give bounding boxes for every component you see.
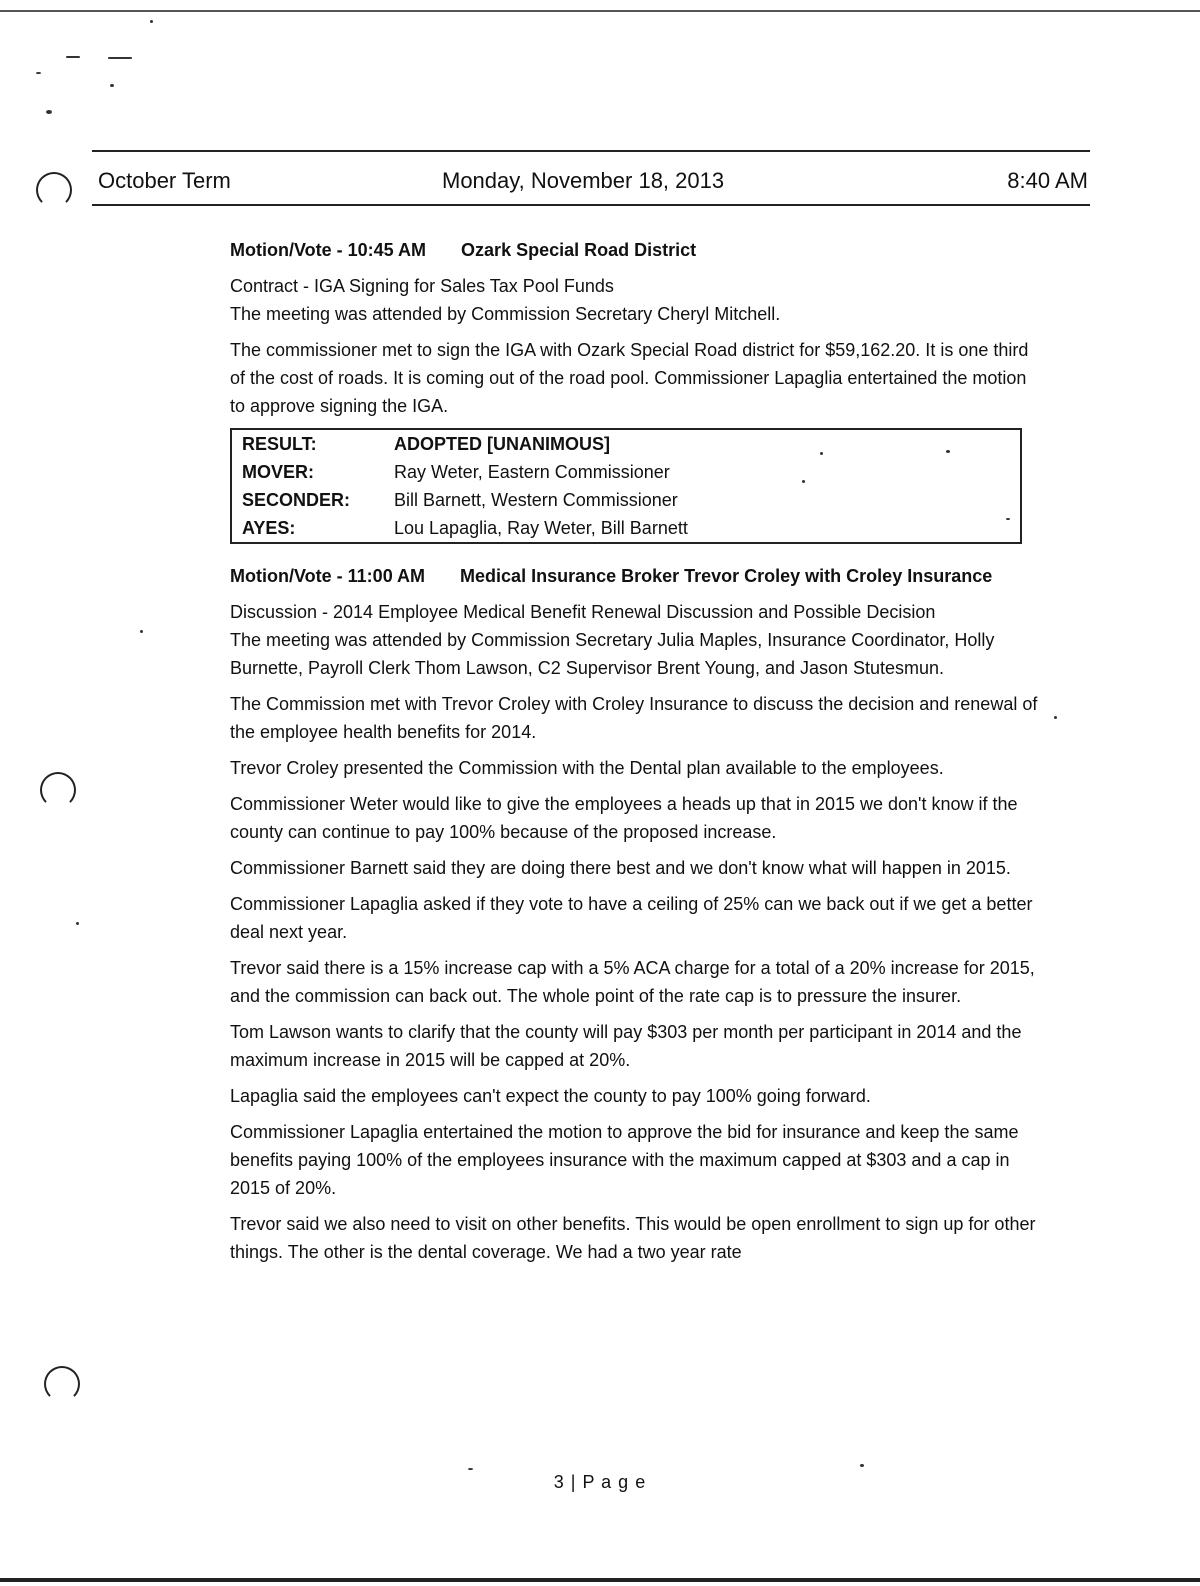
scan-speck [108,57,132,59]
vote-row [231,514,1021,543]
minutes-paragraph: Commissioner Lapaglia entertained the motion to approve the bid for insurance and keep the same benefits paying 100% of the employees insurance with the maximum capped at $303 and a cap in 2015 of 20%. [230,1122,1019,1198]
page-number: 3 | P a g e [553,1472,647,1492]
minutes-paragraph: Lapaglia said the employees can't expect the county to pay 100% going forward. [230,1086,871,1106]
motion-heading-2 [230,562,1040,590]
vote-key: SECONDER: [242,490,351,510]
minutes-paragraph: Trevor said there is a 15% increase cap with a 5% ACA charge for a total of a 20% increase for 2015, and the commission can back out. The whole point of the rate cap is to pressure the insurer. [230,958,1035,1006]
vote-value: ADOPTED [UNANIMOUS] [394,434,610,454]
page-bottom-edge [0,1578,1200,1582]
contract-line: Contract - IGA Signing for Sales Tax Pool Funds [230,276,614,296]
vote-key: MOVER: [242,462,314,482]
page-header [92,150,1090,206]
header-date: Monday, November 18, 2013 [442,168,725,193]
page-top-edge [0,10,1200,12]
motion-heading-1 [230,236,1040,264]
vote-row [231,458,1021,486]
minutes-paragraph: Trevor said we also need to visit on other benefits. This would be open enrollment to sign up for other things. The other is the dental coverage. We had a two year rate [230,1214,1036,1262]
header-term: October Term [98,168,231,193]
minutes-paragraph: Trevor Croley presented the Commission with the Dental plan available to the employees. [230,758,944,778]
punch-hole-icon [44,1366,80,1402]
scan-speck [76,922,79,925]
vote-key: AYES: [242,518,296,538]
minutes-paragraph: The Commission met with Trevor Croley with Croley Insurance to discuss the decision and renewal of the employee health benefits for 2014. [230,694,1038,742]
motion-body: The commissioner met to sign the IGA with Ozark Special Road district for $59,162.20. It is one third of the cost of roads. It is coming out of the road pool. Commissioner Lapaglia entertained the motion to approve signing the IGA. [230,340,1029,416]
scan-speck [36,72,41,74]
scan-speck [66,56,80,58]
vote-result-table [230,428,1022,544]
scan-speck [468,1468,473,1470]
motion-time: 10:45 AM [347,240,427,260]
motion-title: Ozark Special Road District [461,240,697,260]
vote-value: Bill Barnett, Western Commissioner [394,490,678,510]
punch-hole-icon [36,172,72,208]
minutes-paragraph: Commissioner Barnett said they are doing there best and we don't know what will happen in 2015. [230,858,1011,878]
minutes-paragraph: Tom Lawson wants to clarify that the county will pay $303 per month per participant in 2014 and the maximum increase in 2015 will be capped at 20%. [230,1022,1022,1070]
scan-speck [150,20,153,23]
motion-time: 11:00 AM [347,566,426,586]
discussion-line: Discussion - 2014 Employee Medical Benefit Renewal Discussion and Possible Decision [230,602,936,622]
vote-value: Lou Lapaglia, Ray Weter, Bill Barnett [394,518,688,538]
punch-hole-icon [40,772,76,808]
vote-value: Ray Weter, Eastern Commissioner [394,462,670,482]
motion-label: Motion/Vote - [230,240,343,260]
vote-key: RESULT: [242,434,317,454]
header-time: 8:40 AM [1007,168,1088,193]
scan-speck [1054,716,1057,719]
motion-label: Motion/Vote - [230,566,343,586]
scan-speck [46,110,52,114]
minutes-content [230,236,1040,1274]
vote-row [231,486,1021,514]
scan-speck [110,84,114,87]
motion-title: Medical Insurance Broker Trevor Croley with Croley Insurance [460,566,993,586]
minutes-paragraph: Commissioner Lapaglia asked if they vote to have a ceiling of 25% can we back out if we get a better deal next year. [230,894,1033,942]
attendance-line: The meeting was attended by Commission Secretary Cheryl Mitchell. [230,304,781,324]
scan-speck [140,630,143,633]
minutes-paragraph: Commissioner Weter would like to give the employees a heads up that in 2015 we don't know if the county can continue to pay 100% because of the proposed increase. [230,794,1018,842]
attendance-line: The meeting was attended by Commission Secretary Julia Maples, Insurance Coordinator, Holly Burnette, Payroll Clerk Thom Lawson, C2 Supervisor Brent Young, and Jason Stutesmun. [230,630,995,678]
scan-speck [860,1464,864,1467]
vote-row [231,429,1021,458]
